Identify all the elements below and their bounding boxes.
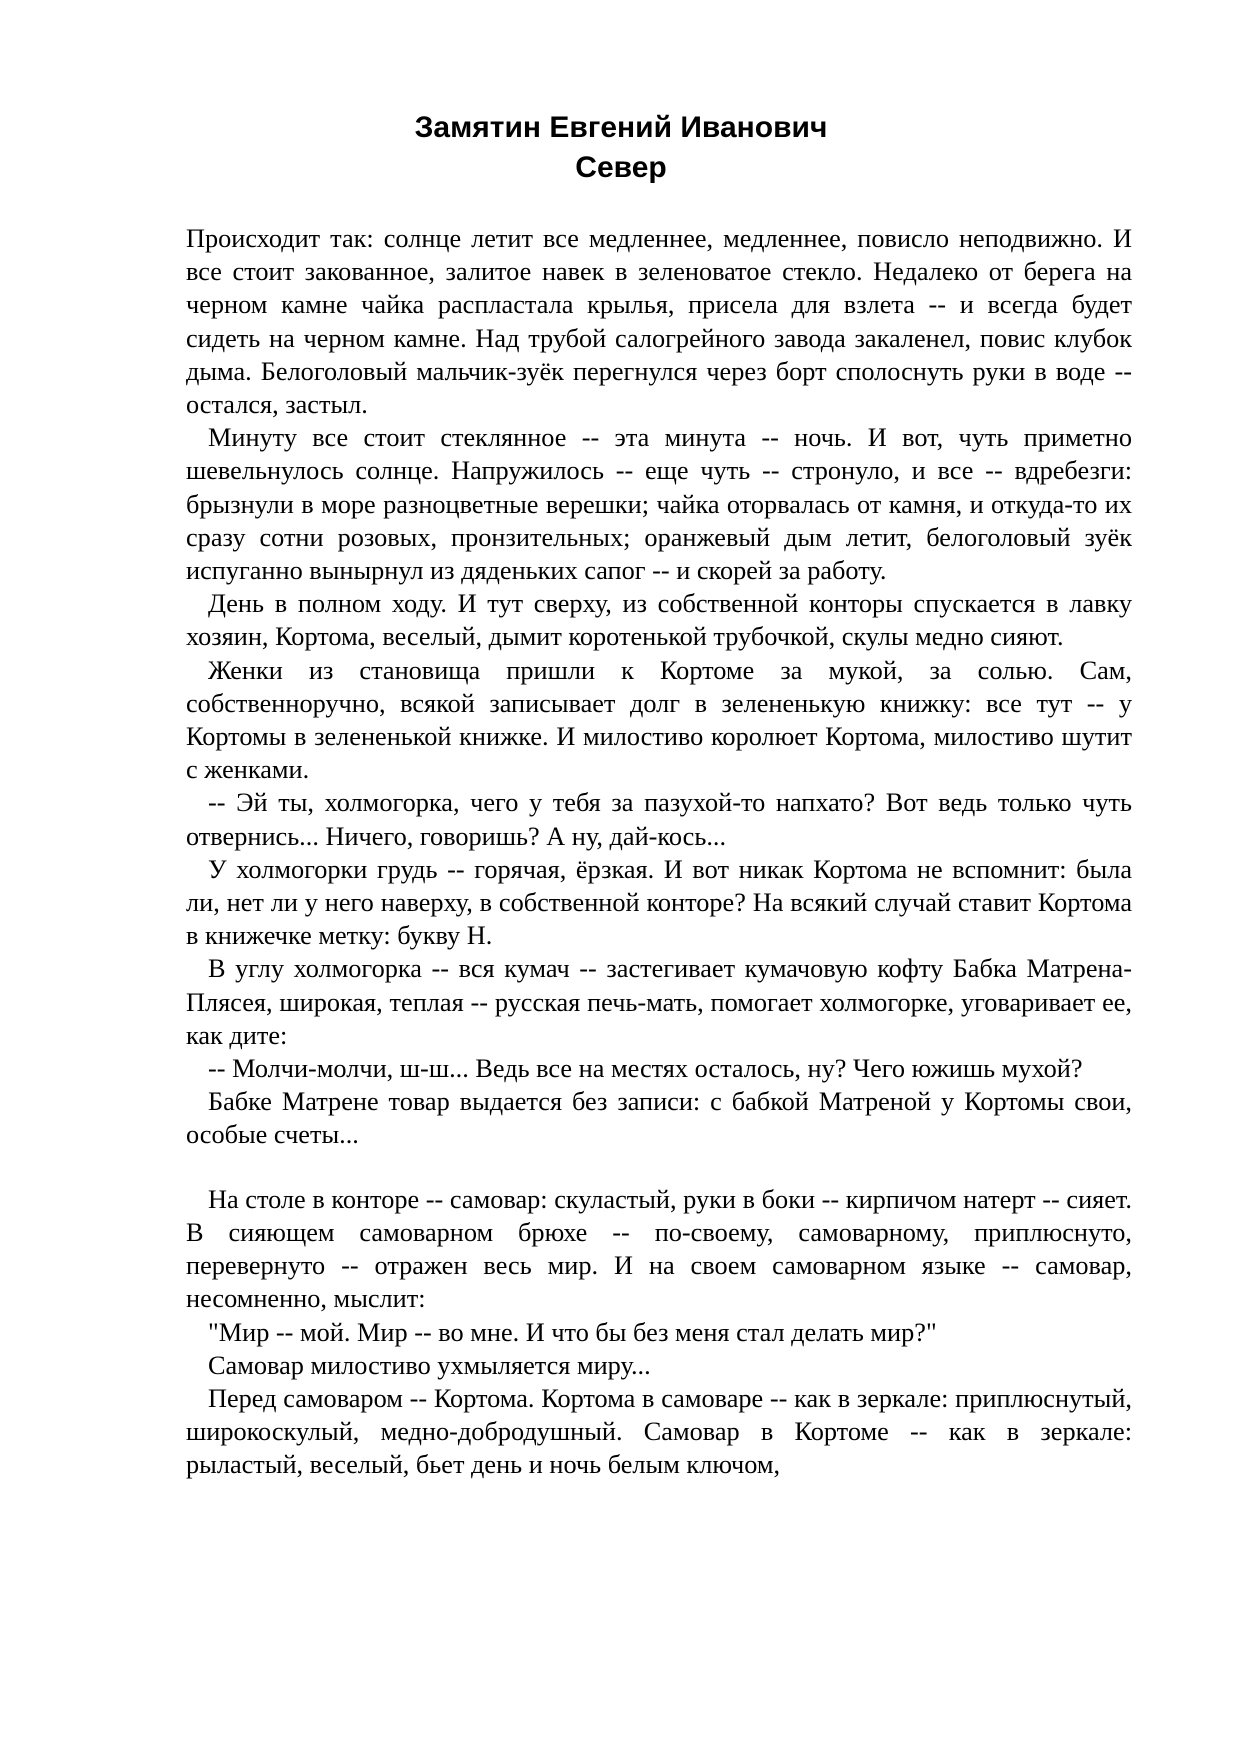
paragraph: Перед самоваром -- Кортома. Кортома в самоваре -- как в зеркале: приплюснутый, широкоскулый, медно-добродушный. Самовар в Кортоме -- как в зеркале: рыластый, веселый, бьет день и ночь белым ключом,	[186, 1383, 1132, 1480]
paragraph: Самовар милостиво ухмыляется миру...	[208, 1350, 651, 1380]
document-header	[0, 108, 1242, 188]
paragraph: -- Эй ты, холмогорка, чего у тебя за пазухой-то напхато? Вот ведь только чуть отвернись... Ничего, говоришь? А ну, дай-кось...	[186, 788, 1132, 851]
document-title: Север	[575, 151, 667, 184]
author-name: Замятин Евгений Иванович	[414, 111, 828, 144]
paragraph: "Мир -- мой. Мир -- во мне. И что бы без меня стал делать мир?"	[208, 1317, 937, 1347]
paragraph: Минуту все стоит стеклянное -- эта минута -- ночь. И вот, чуть приметно шевельнулось солнце. Напружилось -- еще чуть -- стронуло, и все -- вдребезги: брызнули в море разноцветные верешки; чайка оторвалась от камня, и откуда-то их сразу сотни розовых, пронзительных; оранжевый дым летит, белоголовый зуёк испуганно вынырнул из дяденьких сапог -- и скорей за работу.	[186, 423, 1132, 586]
paragraph: В углу холмогорка -- вся кумач -- застегивает кумачовую кофту Бабка Матрена-Плясея, широкая, теплая -- русская печь-мать, помогает холмогорке, уговаривает ее, как дите:	[186, 954, 1132, 1050]
paragraph: Бабке Матрене товар выдается без записи: с бабкой Матреной у Кортомы свои, особые счеты...	[186, 1087, 1132, 1150]
paragraph: На столе в конторе -- самовар: скуластый, руки в боки -- кирпичом натерт -- сияет. В сияющем самоварном брюхе -- по-своему, самоварному, приплюснуто, перевернуто -- отражен весь мир. И на своем самоварном языке -- самовар, несомненно, мыслит:	[186, 1184, 1132, 1314]
paragraph: Женки из становища пришли к Кортоме за мукой, за солью. Сам, собственноручно, всякой записывает долг в зелененькую книжку: все тут -- у Кортомы в зелененькой книжке. И милостиво королюет Кортома, милостиво шутит с женками.	[186, 655, 1132, 785]
paragraph: День в полном ходу. И тут сверху, из собственной конторы спускается в лавку хозяин, Кортома, веселый, дымит коротенькой трубочкой, скулы медно сияют.	[186, 589, 1132, 652]
paragraph: Происходит так: солнце летит все медленнее, медленнее, повисло неподвижно. И все стоит закованное, залитое навек в зеленоватое стекло. Недалеко от берега на черном камне чайка распластала крылья, присела для взлета -- и всегда будет сидеть на черном камне. Над трубой салогрейного завода закаленел, повис клубок дыма. Белоголовый мальчик-зуёк перегнулся через борт сполоснуть руки в воде -- остался, застыл.	[186, 224, 1132, 420]
document-body	[186, 222, 1132, 1482]
paragraph: -- Молчи-молчи, ш-ш... Ведь все на местях осталось, ну? Чего южишь мухой?	[208, 1054, 1083, 1084]
section-break	[186, 1152, 1132, 1183]
paragraph: У холмогорки грудь -- горячая, ёрзкая. И вот никак Кортома не вспомнит: была ли, нет ли у него наверху, в собственной конторе? На всякий случай ставит Кортома в книжечке метку: букву Н.	[186, 854, 1132, 951]
